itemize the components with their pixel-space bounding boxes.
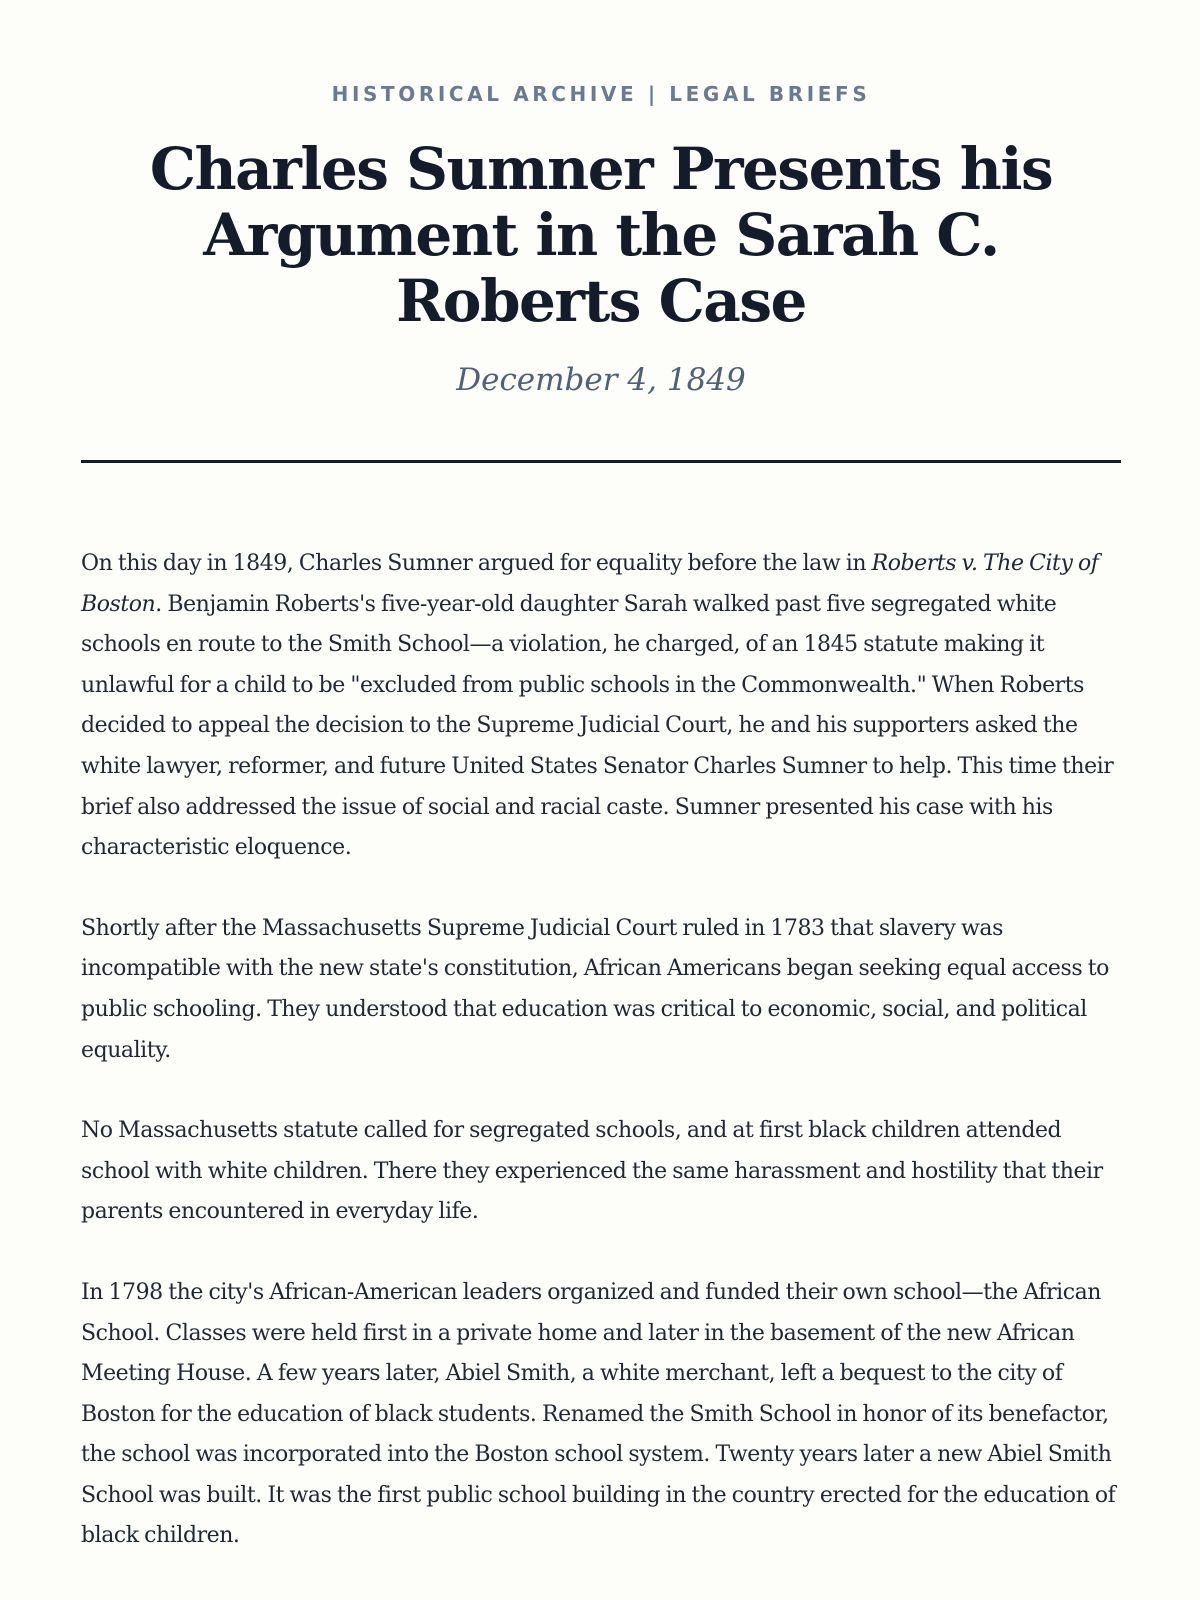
section-kicker: HISTORICAL ARCHIVE | LEGAL BRIEFS [331,82,871,106]
paragraph-1 [81,544,1121,869]
page-title: Charles Sumner Presents his Argument in the Sarah C. Roberts Case [149,135,1053,335]
paragraph-1-intro: On this day in 1849, Charles Sumner argued for equality before the law in [81,551,872,576]
article-date: December 4, 1849 [456,362,746,398]
header-divider [81,460,1121,463]
paragraph-2: Shortly after the Massachusetts Supreme Judicial Court ruled in 1783 that slavery was incompatible with the new state's constitution, African Americans began seeking equal access to public schooling. They understood that education was critical to economic, social, and political equality. [81,915,1109,1063]
paragraph-1-rest: . Benjamin Roberts's five-year-old daughter Sarah walked past five segregated white schools en route to the Smith School—a violation, he charged, of an 1845 statute making it unlawful for a child to be "excluded from public schools in the Commonwealth." When Roberts decided to appeal the decision to the Supreme Judicial Court, he and his supporters asked the white lawyer, reformer, and future United States Senator Charles Sumner to help. This time their brief also addressed the issue of social and racial caste. Sumner presented his case with his characteristic eloquence. [81,591,1114,861]
paragraph-3: No Massachusetts statute called for segregated schools, and at first black children attended school with white children. There they experienced the same harassment and hostility that their parents encountered in everyday life. [81,1118,1103,1225]
article-body [81,544,1121,1597]
paragraph-4: In 1798 the city's African-American leaders organized and funded their own school—the African School. Classes were held first in a private home and later in the basement of the new African Meeting House. A few years later, Abiel Smith, a white merchant, left a bequest to the city of Boston for the education of black students. Renamed the Smith School in honor of its benefactor, the school was incorporated into the Boston school system. Twenty years later a new Abiel Smith School was built. It was the first public school building in the country erected for the education of black children. [81,1279,1116,1549]
case-name: Roberts v. The City of Boston [81,551,1099,617]
